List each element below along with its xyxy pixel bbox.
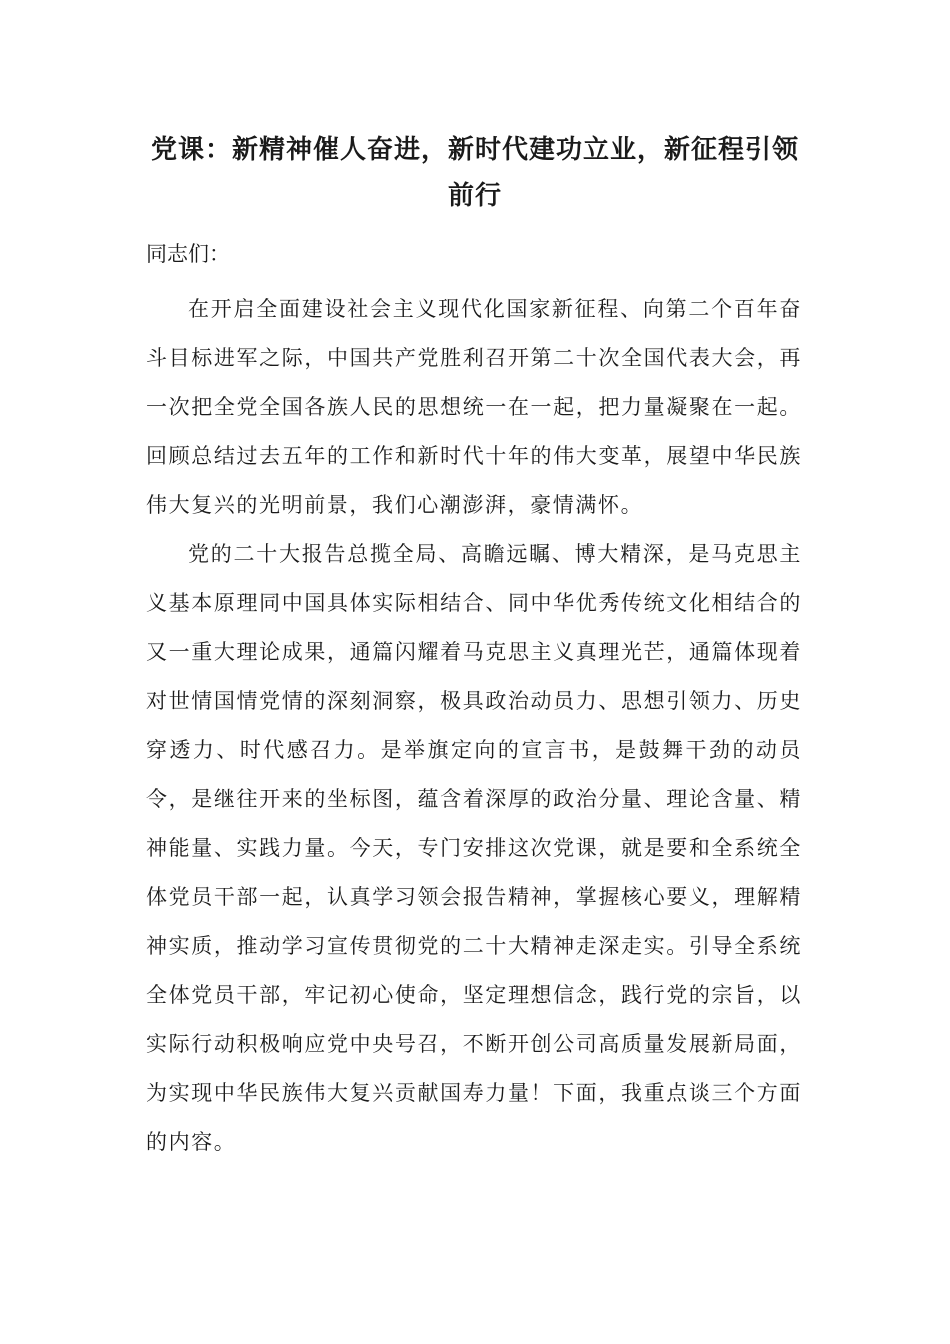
document-title: 党课：新精神催人奋进，新时代建功立业，新征程引领前行 xyxy=(150,135,799,211)
paragraph-1: 在开启全面建设社会主义现代化国家新征程、向第二个百年奋斗目标进军之际，中国共产党胜利召开第二十次全国代表大会，再一次把全党全国各族人民的思想统一在一起，把力量凝聚在一起。回顾总结过去五年的工作和新时代十年的伟大变革，展望中华民族伟大复兴的光明前景，我们心潮澎湃，豪情满怀。 xyxy=(146,297,802,517)
salutation: 同志们： xyxy=(146,242,230,266)
paragraph-2: 党的二十大报告总揽全局、高瞻远瞩、博大精深，是马克思主义基本原理同中国具体实际相结合、同中华优秀传统文化相结合的又一重大理论成果，通篇闪耀着马克思主义真理光芒，通篇体现着对世情国情党情的深刻洞察，极具政治动员力、思想引领力、历史穿透力、时代感召力。是举旗定向的宣言书，是鼓舞干劲的动员令，是继往开来的坐标图，蕴含着深厚的政治分量、理论含量、精神能量、实践力量。今天，专门安排这次党课，就是要和全系统全体党员干部一起，认真学习领会报告精神，掌握核心要义，理解精神实质，推动学习宣传贯彻党的二十大精神走深走实。引导全系统全体党员干部，牢记初心使命，坚定理想信念，践行党的宗旨，以实际行动积极响应党中央号召，不断开创公司高质量发展新局面，为实现中华民族伟大复兴贡献国寿力量！下面，我重点谈三个方面的内容。 xyxy=(146,542,802,1154)
